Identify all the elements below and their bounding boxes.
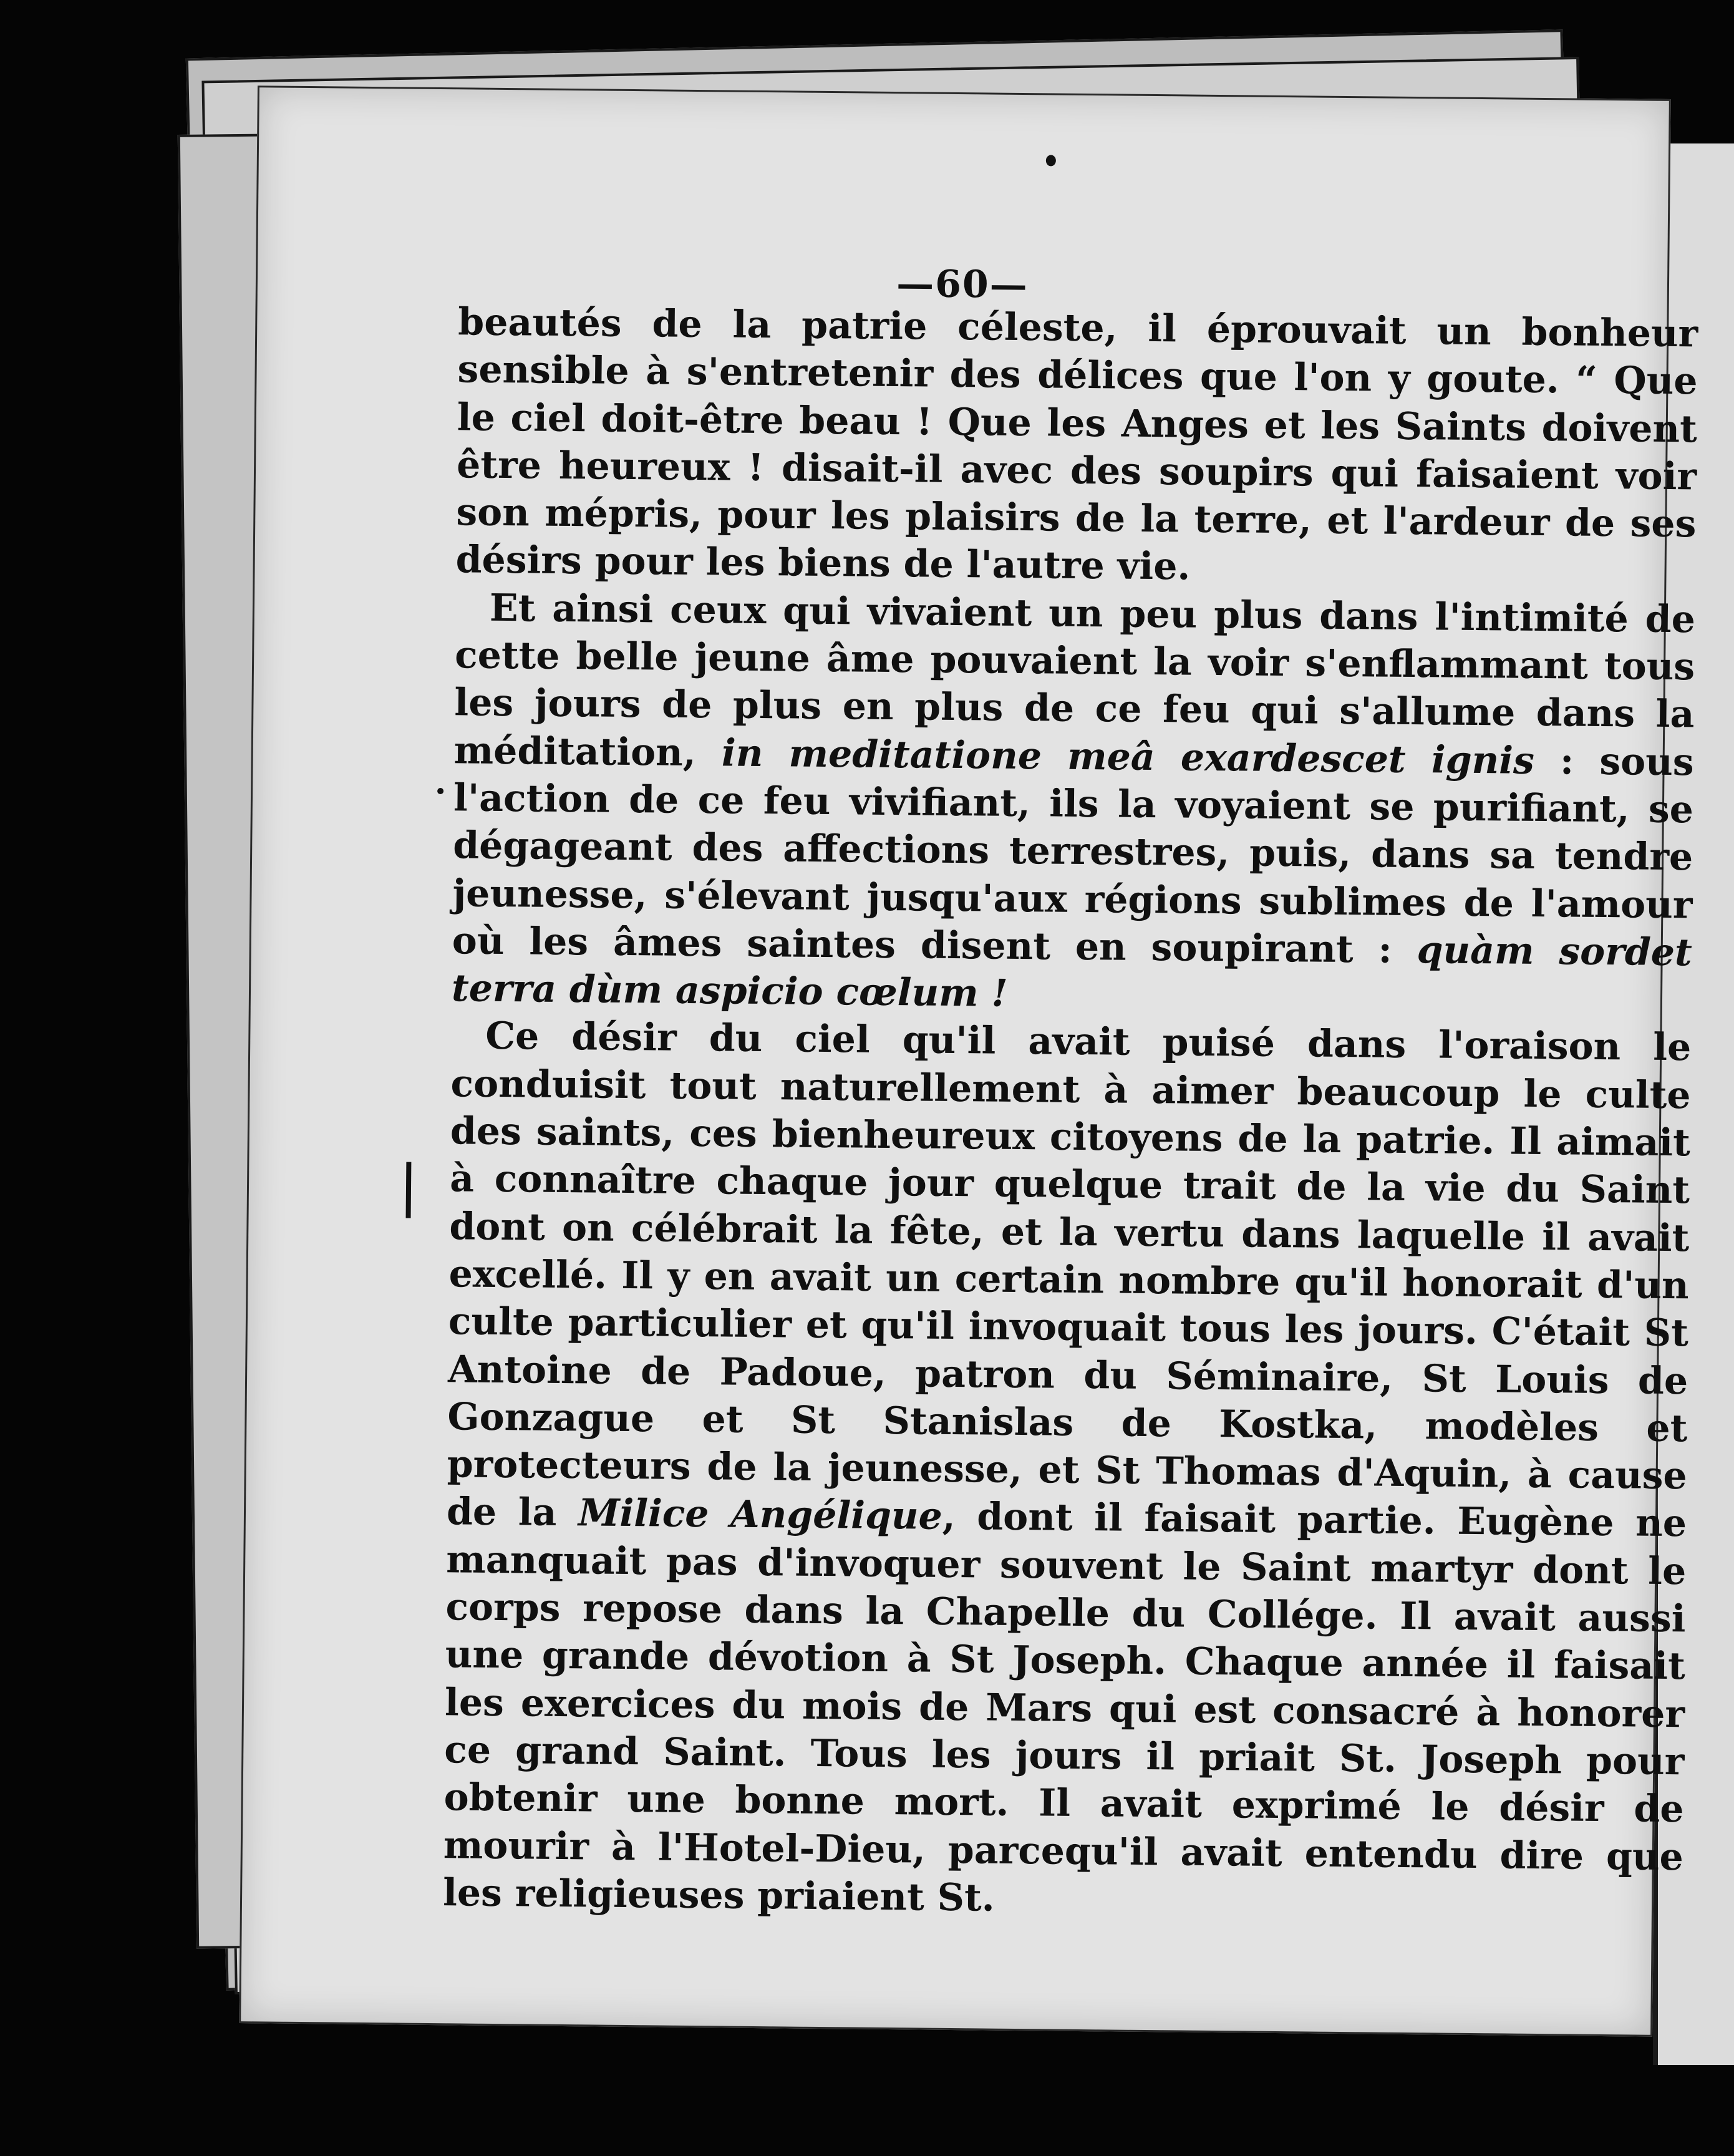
text-segment: , dont il faisait partie. Eugène ne manquait pas d'invoquer souvent le Saint martyr dont le corps repose dans la Chapelle du Collége. Il avait aussi une grande dévotion à St Joseph. Chaque année il faisait les exercices du mois de Mars qui est consacré à honorer ce grand Saint. Tous les jours il priait St. Joseph pour obtenir une bonne mort. Il avait exprimé le désir de mourir à l'Hotel-Dieu, parcequ'il avait entendu dire que les religieuses priaient St. [442, 1495, 1687, 1920]
text-segment: beautés de la patrie céleste, il éprouvait un bonheur sensible à s'entretenir des délices que l'on y goute. “ Que le ciel doit-être beau ! Que les Anges et les Saints doivent être heureux ! disait-il avec des soupirs qui faisaient voir son mépris, pour les plaisirs de la terre, et l'ardeur de ses désirs pour les biens de l'autre vie. [455, 300, 1698, 590]
page-number: —60— [896, 262, 1029, 308]
paragraph [455, 298, 1698, 596]
ink-speck [437, 788, 443, 794]
ink-speck [1046, 155, 1056, 166]
text-segment: Et ainsi ceux qui vivaient un peu plus dans l'intimité de cette belle jeune âme pouvaient la voir s'enflammant tous les jours de plus en plus de ce feu qui s'allume dans la méditation, [453, 586, 1696, 775]
paragraph [443, 1012, 1692, 1929]
text-segment: Ce désir du ciel qu'il avait puisé dans l'oraison le conduisit tout naturellement à aimer beaucoup le culte des saints, ces bienheureux citoyens de la patrie. Il aimait à connaître chaque jour quelque trait de la vie du Saint dont on célébrait la fête, et la vertu dans laquelle il avait excellé. Il y en avait un certain nombre qu'il honorait d'un culte particulier et qu'il invoquait tous les jours. C'était St Antoine de Padoue, patron du Séminaire, St Louis de Gonzague et St Stanislas de Kostka, modèles et protecteurs de la jeunesse, et St Thomas d'Aquin, à cause de la [446, 1014, 1692, 1535]
text-segment: : sous l'action de ce feu vivifiant, ils la voyaient se purifiant, se dégageant des affections terrestres, puis, dans sa tendre jeunesse, s'élevant jusqu'aux régions sublimes de l'amour où les âmes saintes disent en soupirant : [452, 739, 1694, 972]
body-text [443, 298, 1698, 1928]
latin-quotation: Milice Angélique [578, 1491, 943, 1539]
latin-quotation: in meditatione meâ exardescet ignis [721, 731, 1535, 783]
book-page [239, 85, 1698, 2037]
gutter-mark [406, 1162, 412, 1218]
latin-quotation: quàm sordet terra dùm aspicio cœlum ! [451, 928, 1693, 1016]
paragraph [452, 584, 1696, 1024]
